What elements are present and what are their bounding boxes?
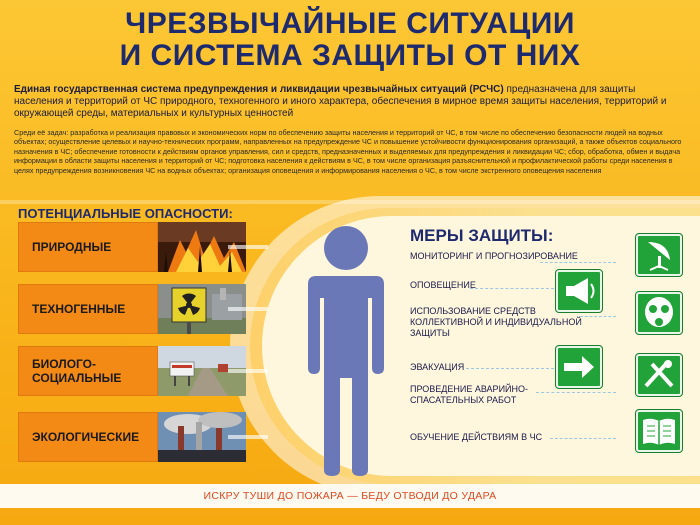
- measure-connector: [580, 316, 616, 317]
- poster-title: [60, 8, 640, 72]
- danger-technogenic: [18, 284, 228, 334]
- measure-alerting: ОПОВЕЩЕНИЕ: [410, 280, 476, 290]
- intro-bold: Единая государственная система предупреждения и ликвидации чрезвычайных ситуаций (РСЧС): [14, 84, 504, 95]
- danger-connector: [228, 307, 268, 311]
- gas-mask-icon: [636, 292, 682, 334]
- satellite-dish-icon: [636, 234, 682, 276]
- measure-monitoring: МОНИТОРИНГ И ПРОГНОЗИРОВАНИЕ: [410, 251, 578, 261]
- evacuation-arrow-icon: [556, 346, 602, 388]
- open-book-icon: [636, 410, 682, 452]
- title-line-2: И СИСТЕМА ЗАЩИТЫ ОТ НИХ: [119, 39, 581, 72]
- measure-training: ОБУЧЕНИЕ ДЕЙСТВИЯМ В ЧС: [410, 432, 543, 442]
- danger-connector: [228, 369, 268, 373]
- measure-connector: [536, 392, 616, 393]
- danger-natural: [18, 222, 228, 272]
- measure-connector: [540, 262, 616, 263]
- motto-banner: ИСКРУ ТУШИ ДО ПОЖАРА — БЕДУ ОТВОДИ ДО УДАРА: [0, 484, 700, 508]
- measure-connector: [550, 438, 616, 439]
- danger-label: ПРИРОДНЫЕ: [32, 240, 112, 254]
- intro-paragraph: [14, 84, 686, 120]
- danger-biosocial: [18, 346, 228, 396]
- title-line-1: ЧРЕЗВЫЧАЙНЫЕ СИТУАЦИИ: [125, 7, 575, 40]
- measures-heading: МЕРЫ ЗАЩИТЫ:: [410, 226, 554, 245]
- measure-evacuation: ЭВАКУАЦИЯ: [410, 362, 465, 372]
- rescue-tools-icon: [636, 354, 682, 396]
- danger-label: БИОЛОГО- СОЦИАЛЬНЫЕ: [32, 357, 122, 385]
- measure-protective-equipment: ИСПОЛЬЗОВАНИЕ СРЕДСТВ КОЛЛЕКТИВНОЙ И ИНДИВИДУАЛЬНОЙ ЗАЩИТЫ: [410, 306, 582, 338]
- measure-rescue-operations: ПРОВЕДЕНИЕ АВАРИЙНО- СПАСАТЕЛЬНЫХ РАБОТ: [410, 384, 528, 405]
- danger-connector: [228, 435, 268, 439]
- danger-connector: [228, 245, 268, 249]
- human-figure-icon: [296, 218, 396, 478]
- measure-connector: [470, 288, 554, 289]
- tasks-paragraph: Среди её задач: разработка и реализация правовых и экономических норм по обеспечению защиты населения и территорий от ЧС, в том числе по обеспечению безопасности людей на водных объектах; осуществление целевых и научно-технических программ, направленных на предупреждение ЧС и повышение устойчивости функционирования организаций, а также объектов социального назначения в ЧС; обеспечение готовности к действиям органов управления, сил и средств, предназначенных и выделяемых для предупреждения и ликвидации ЧС; сбор, обработка, обмен и выдача информации в области защиты населения и территорий от ЧС; подготовка населения к действиям в ЧС, в том числе организация разъяснительной и профилактической работы среди населения в целях предупреждения возникновения ЧС на водных объектах; организация оповещения и информирования населения о ЧС, в том числе экстренного оповещения населения: [14, 128, 682, 175]
- intro-rest: предназначена для защиты населения и территорий от ЧС природного, техногенного и иного характера, обеспечения в мирное время защиты населения, территорий и окружающей среды, материальных и культурных ценностей: [14, 84, 667, 119]
- measure-connector: [466, 368, 554, 369]
- dangers-heading: ПОТЕНЦИАЛЬНЫЕ ОПАСНОСТИ:: [18, 206, 233, 221]
- danger-label: ТЕХНОГЕННЫЕ: [32, 302, 126, 316]
- loudspeaker-icon: [556, 270, 602, 312]
- danger-ecological: [18, 412, 228, 462]
- danger-label: ЭКОЛОГИЧЕСКИЕ: [32, 430, 140, 444]
